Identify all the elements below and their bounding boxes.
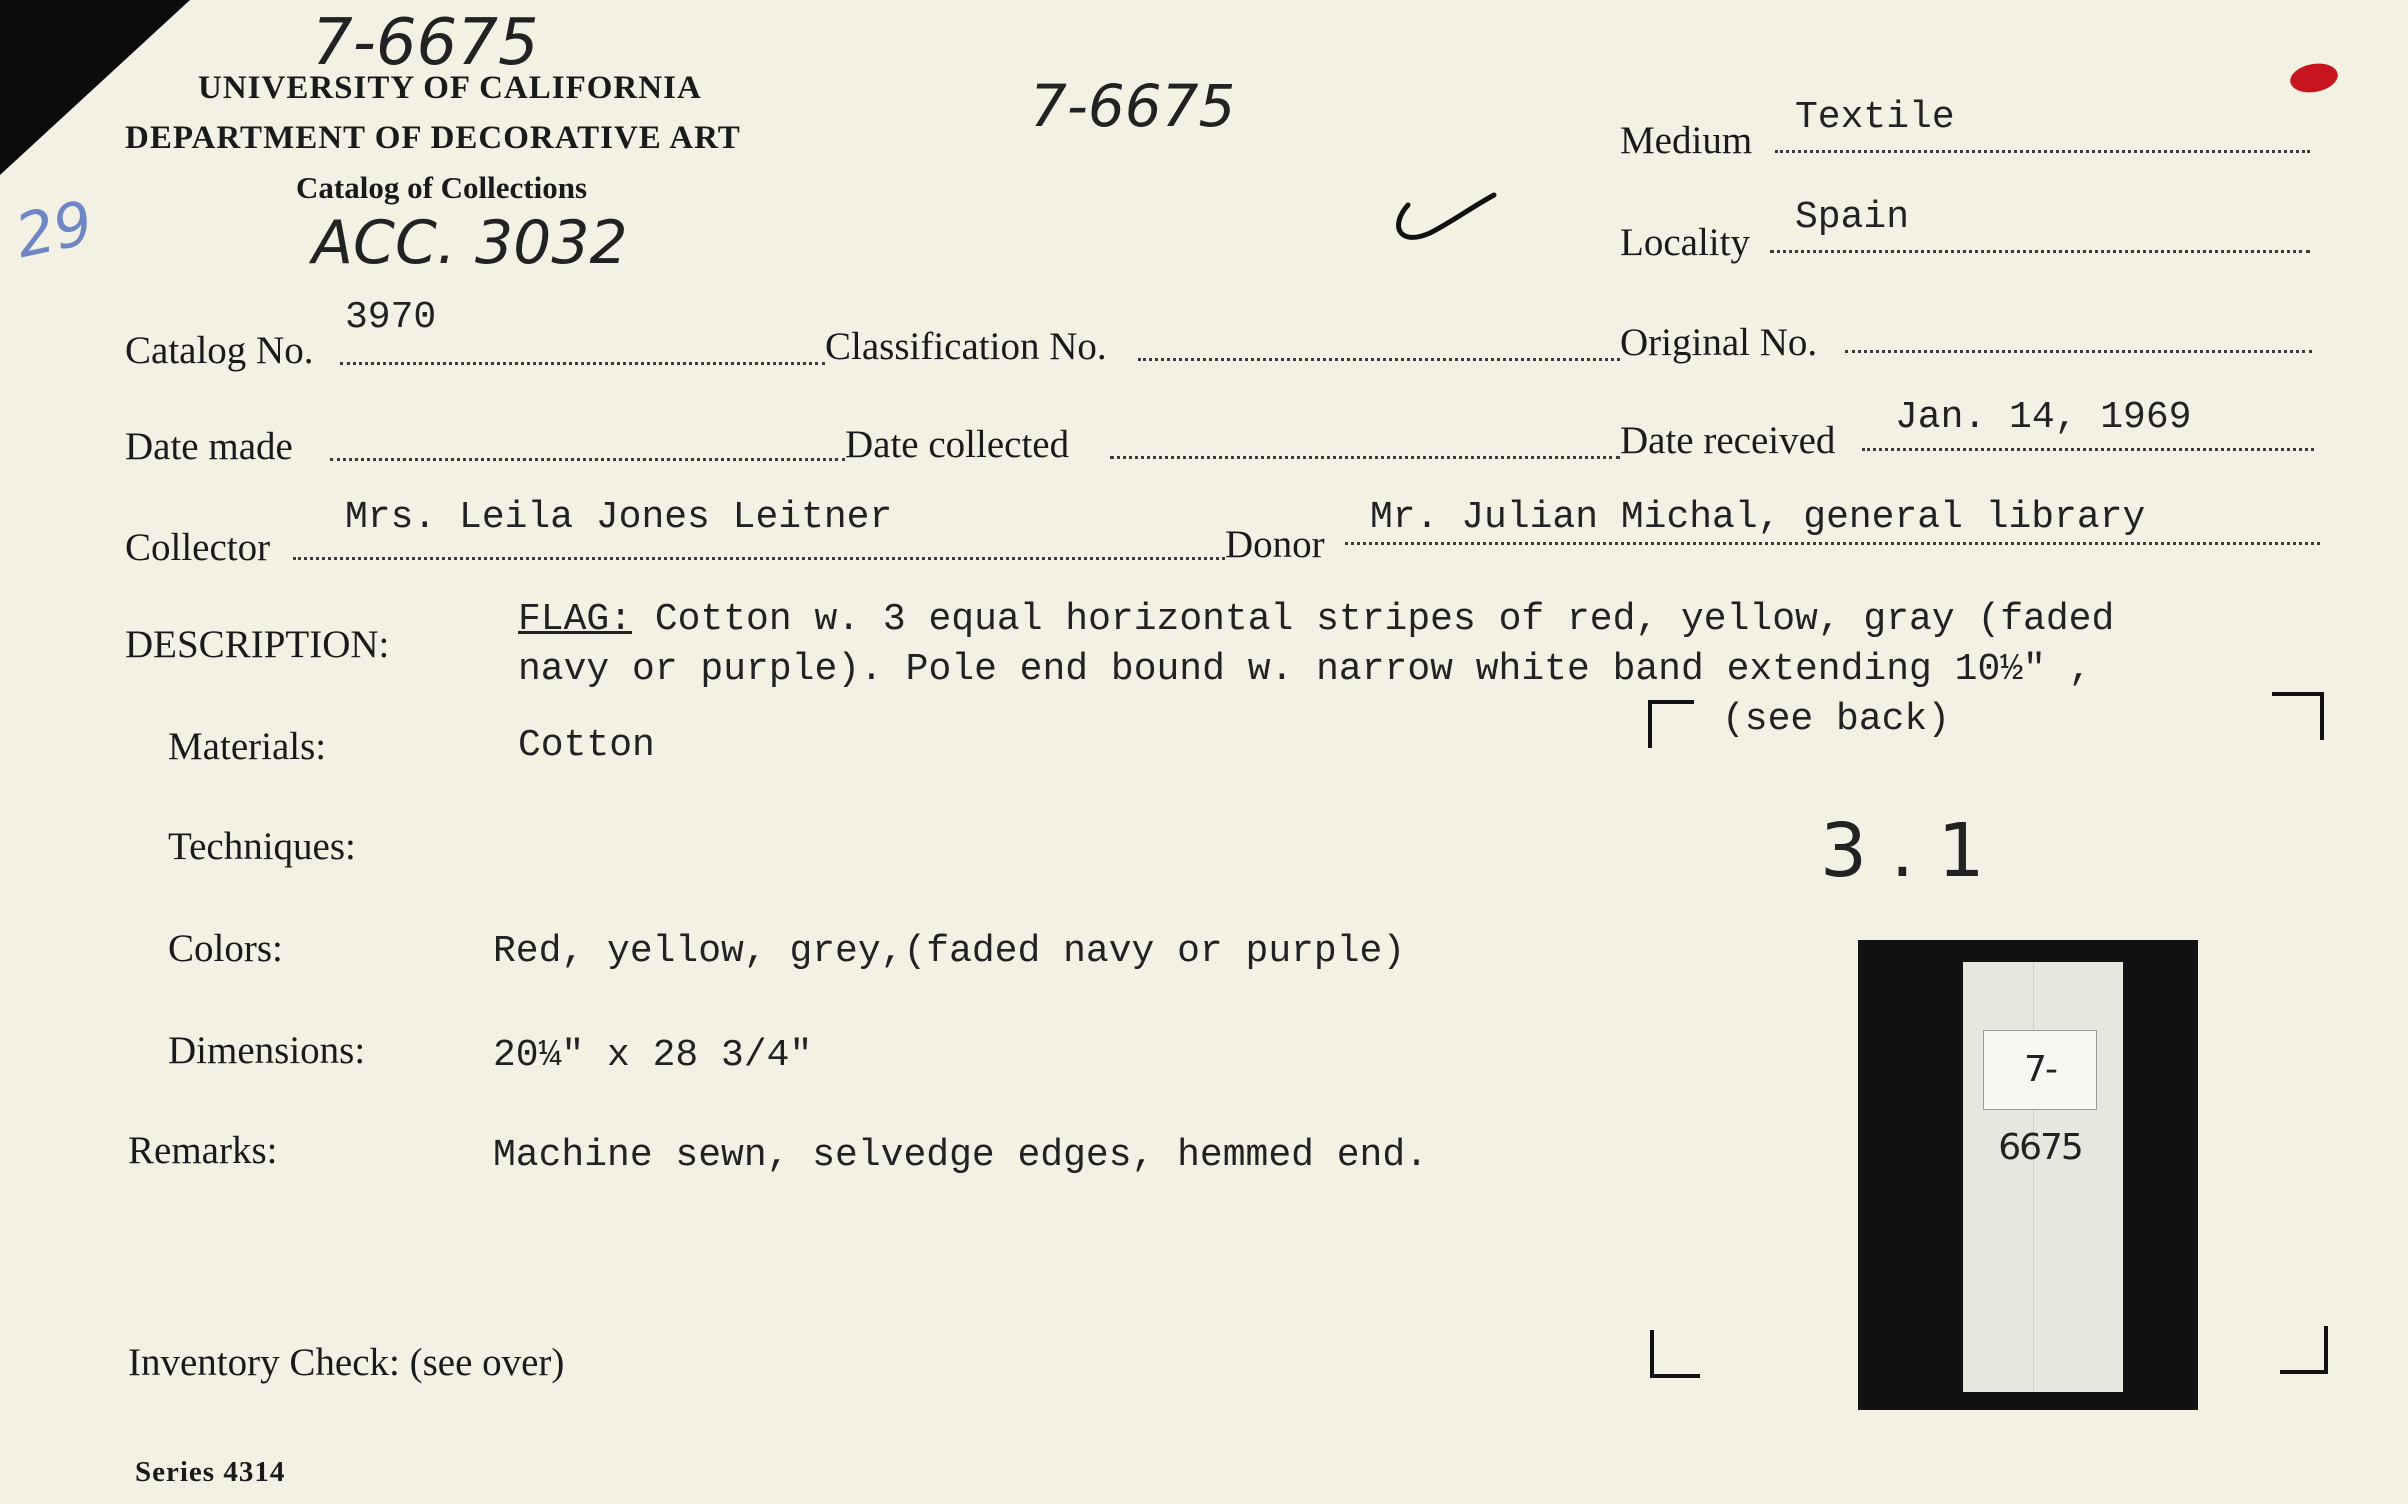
check-mark-icon — [1390, 185, 1500, 245]
date-made-label: Date made — [125, 425, 293, 468]
series-number: Series 4314 — [135, 1456, 286, 1488]
classification-no-label: Classification No. — [825, 325, 1107, 368]
red-ink-mark — [2288, 60, 2340, 96]
donor-value: Mr. Julian Michal, general library — [1370, 496, 2146, 539]
collector-value: Mrs. Leila Jones Leitner — [345, 496, 893, 539]
colors-value: Red, yellow, grey,(faded navy or purple) — [493, 930, 1406, 973]
date-received-value: Jan. 14, 1969 — [1895, 396, 2192, 439]
original-no-label: Original No. — [1620, 321, 1818, 364]
see-back-note: (see back) — [1722, 698, 1951, 741]
dimensions-label: Dimensions: — [168, 1029, 366, 1072]
locality-value: Spain — [1795, 196, 1910, 239]
collector-line — [293, 557, 1225, 560]
date-collected-line — [1110, 456, 1620, 459]
colors-label: Colors: — [168, 927, 283, 970]
date-received-label: Date received — [1620, 419, 1836, 462]
flag-photograph — [1858, 940, 2198, 1410]
date-received-line — [1862, 448, 2314, 451]
donor-label: Donor — [1225, 523, 1325, 566]
handwritten-accession: ACC. 3032 — [312, 208, 628, 278]
date-collected-label: Date collected — [845, 423, 1070, 466]
description-line-1 — [518, 598, 2114, 641]
handwritten-number-top: 7-6675 — [312, 6, 539, 80]
original-no-line — [1845, 350, 2312, 353]
techniques-label: Techniques: — [168, 825, 356, 868]
bracket-bottom-left — [1650, 1330, 1700, 1378]
collector-label: Collector — [125, 526, 271, 569]
locality-line — [1770, 250, 2310, 253]
description-line-2: navy or purple). Pole end bound w. narrow white band extending 10½" , — [518, 648, 2092, 691]
catalog-no-line — [340, 362, 825, 365]
date-made-line — [330, 458, 845, 461]
materials-label: Materials: — [168, 725, 327, 768]
bracket-top-right — [2272, 692, 2324, 740]
donor-line — [1345, 542, 2320, 545]
department-heading: DEPARTMENT OF DECORATIVE ART — [125, 120, 741, 156]
handwritten-margin-mark: 29 — [9, 187, 99, 273]
medium-value: Textile — [1795, 96, 1955, 139]
handwritten-number-center: 7-6675 — [1030, 72, 1236, 140]
university-heading: UNIVERSITY OF CALIFORNIA — [198, 70, 702, 106]
description-line-1-text: Cotton w. 3 equal horizontal stripes of red, yellow, gray (faded — [632, 598, 2115, 641]
remarks-value: Machine sewn, selvedge edges, hemmed end. — [493, 1134, 1428, 1177]
locality-label: Locality — [1620, 221, 1750, 264]
handwritten-item-number: 3 . 1 — [1820, 808, 1985, 894]
catalog-subheading: Catalog of Collections — [296, 170, 588, 205]
photo-number-tag: 7-6675 — [1983, 1030, 2097, 1110]
bracket-top-left — [1648, 700, 1694, 748]
remarks-label: Remarks: — [128, 1129, 278, 1172]
medium-label: Medium — [1620, 119, 1753, 162]
medium-line — [1775, 150, 2310, 153]
dimensions-value: 20¼" x 28 3/4" — [493, 1034, 813, 1077]
description-label: DESCRIPTION: — [125, 623, 390, 666]
catalog-no-value: 3970 — [345, 296, 437, 339]
materials-value: Cotton — [518, 724, 655, 767]
flag-word: FLAG: — [518, 598, 633, 641]
catalog-no-label: Catalog No. — [125, 329, 314, 372]
classification-no-line — [1138, 358, 1620, 361]
bracket-bottom-right — [2280, 1326, 2328, 1374]
inventory-check: Inventory Check: (see over) — [128, 1341, 565, 1384]
